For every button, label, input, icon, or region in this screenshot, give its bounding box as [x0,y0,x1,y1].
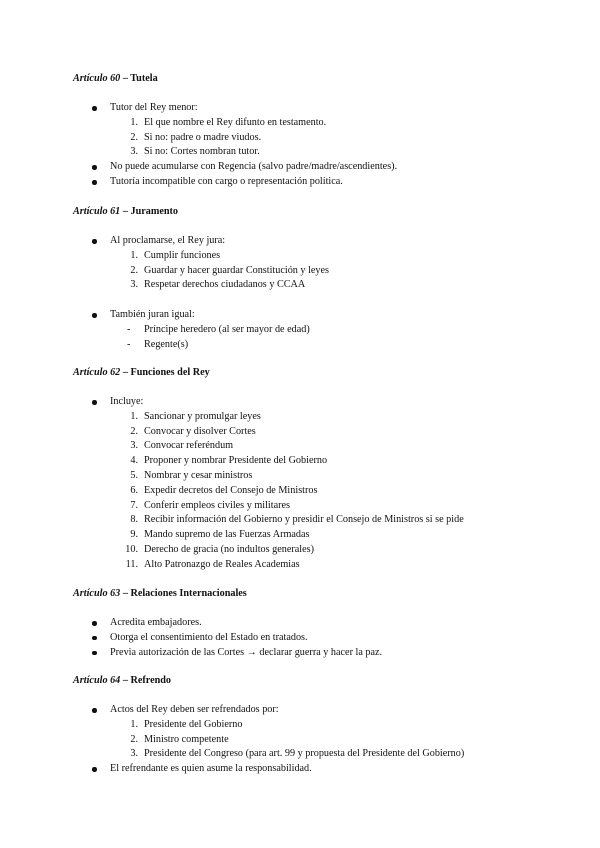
number-marker: 2. [130,264,138,276]
bullet-item: Otorga el consentimiento del Estado en tratados. [110,631,308,646]
sub-item: Presidente del Gobierno [144,718,243,730]
sub-item: Expedir decretos del Consejo de Ministros [144,484,318,496]
article-heading [73,205,178,220]
dash-marker: - [127,323,131,335]
sub-item: Nombrar y cesar ministros [144,470,253,481]
number-marker: 1. [130,718,138,730]
number-marker: 3. [130,146,138,158]
article-name: Tutela [130,73,158,84]
sub-item: Si no: padre o madre viudos. [144,131,262,143]
article-name: Funciones del Rey [130,367,210,378]
bullet-item: También juran igual: [110,308,195,323]
bullet-item: Tutor del Rey menor: [110,101,198,116]
sub-item: Convocar y disolver Cortes [144,425,256,437]
sub-item: Recibir información del Gobierno y presidir el Consejo de Ministros si se pide [144,514,464,526]
article-heading [73,587,247,602]
article-heading [73,72,158,87]
number-marker: 11. [125,558,138,570]
number-marker: 9. [130,529,138,541]
bullet-item: El refrendante es quien asume la responsabilidad. [110,762,312,777]
bullet-item: Incluye: [110,395,143,410]
heading-separator: – [120,675,131,686]
bullet-item: Acredita embajadores. [110,616,202,631]
sub-item: Príncipe heredero (al ser mayor de edad) [144,323,310,335]
sub-item: Sancionar y promulgar leyes [144,410,261,422]
number-marker: 10. [125,544,138,555]
heading-separator: – [120,206,131,217]
bullet-item: No puede acumularse con Regencia (salvo padre/madre/ascendientes). [110,160,397,175]
sub-item: Alto Patronazgo de Reales Academias [144,558,300,570]
dash-marker: - [127,338,131,350]
article-heading [73,366,210,381]
sub-item: Derecho de gracia (no indultos generales) [144,544,314,555]
article-name: Relaciones Internacionales [130,588,247,599]
number-marker: 1. [130,116,138,128]
sub-item: Convocar referéndum [144,440,234,452]
bullet-item: Previa autorización de las Cortes → declarar guerra y hacer la paz. [110,646,382,661]
number-marker: 4. [130,455,138,467]
number-marker: 3. [130,748,138,760]
article-number: Artículo 61 [73,206,121,217]
heading-separator: – [120,588,131,599]
number-marker: 1. [130,410,138,422]
sub-item: Cumplir funciones [144,249,221,261]
sub-item: Conferir empleos civiles y militares [144,499,290,511]
heading-separator: – [120,73,131,84]
article-number: Artículo 64 [73,675,121,686]
sub-item: Mando supremo de las Fuerzas Armadas [144,529,310,541]
sub-item: Presidente del Congreso (para art. 99 y propuesta del Presidente del Gobierno) [144,748,465,760]
article-heading [73,674,171,689]
article-number: Artículo 60 [73,73,121,84]
sub-item: Respetar derechos ciudadanos y CCAA [144,279,306,291]
bullet-item: Tutoría incompatible con cargo o representación política. [110,175,343,190]
number-marker: 3. [130,440,138,452]
number-marker: 2. [130,131,138,143]
sub-item: Si no: Cortes nombran tutor. [144,146,260,158]
sub-item: Ministro competente [144,733,229,745]
article-name: Juramento [130,206,179,217]
number-marker: 6. [130,484,138,496]
number-marker: 3. [130,279,138,291]
article-name: Refrendo [130,675,172,686]
sub-item: El que nombre el Rey difunto en testamento. [144,116,327,128]
number-marker: 2. [130,425,138,437]
article-number: Artículo 63 [73,588,121,599]
sub-item: Regente(s) [144,338,189,350]
sub-item: Proponer y nombrar Presidente del Gobierno [144,455,328,467]
number-marker: 1. [130,249,138,261]
number-marker: 8. [130,514,138,526]
bullet-item: Actos del Rey deben ser refrendados por: [110,703,279,718]
number-marker: 7. [130,499,138,511]
number-marker: 5. [130,470,138,481]
heading-separator: – [120,367,131,378]
sub-item: Guardar y hacer guardar Constitución y leyes [144,264,330,276]
number-marker: 2. [130,733,138,745]
article-number: Artículo 62 [73,367,121,378]
bullet-item: Al proclamarse, el Rey jura: [110,234,225,249]
